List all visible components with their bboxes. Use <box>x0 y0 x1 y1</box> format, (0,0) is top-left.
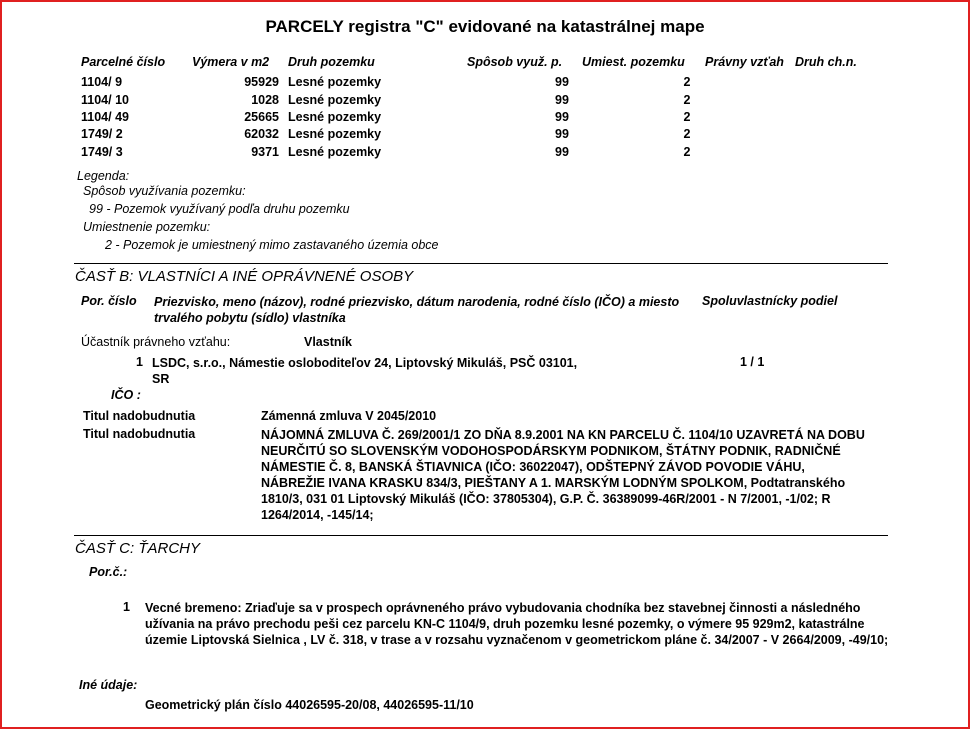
part-c-heading: ČASŤ C: ŤARCHY <box>75 540 201 557</box>
parcel-location: 2 <box>683 75 691 89</box>
parcel-land-type: Lesné pozemky <box>288 145 382 159</box>
parcel-land-type: Lesné pozemky <box>288 75 382 89</box>
part-b-col-share: Spoluvlastnícky podiel <box>702 294 838 308</box>
col-header-usage: Spôsob využ. p. <box>467 55 563 69</box>
legend-location-item: 2 - Pozemok je umiestnený mimo zastavaného územia obce <box>105 238 439 252</box>
title-acquisition-value: NÁJOMNÁ ZMLUVA Č. 269/2001/1 ZO DŇA 8.9.2001 NA KN PARCELU Č. 1104/10 UZAVRETÁ NA DOBU NEURČITÚ SO SLOVENSKÝM VODOHOSPODÁRSKYM PODNIKOM, ŠTÁTNY PODNIK, RADNIČNÉ NÁMESTIE Č. 8, BANSKÁ ŠTIAVNICA (IČO: 36022047), ODŠTEPNÝ ZÁVOD POVODIE VÁHU, NÁBREŽIE IVANA KRASKU 834/3, PIEŠTANY A 1. MARSKÝM LODNÝM SPOLKOM, Podtatranského 1810/3, 031 01 Liptovský Mikuláš (IČO: 37805304), G.P. Č. 36389099-46R/2001 - N 7/2001, -1/02; R 1264/2014, -145/14; <box>261 428 865 522</box>
part-b-col-name: Priezvisko, meno (názov), rodné priezvisko, dátum narodenia, rodné číslo (IČO) a miesto trvalého pobytu (sídlo) vlastníka <box>154 295 680 325</box>
legend-usage-item: 99 - Pozemok využívaný podľa druhu pozemku <box>89 202 350 216</box>
parcel-no: 1749/ 2 <box>81 127 123 141</box>
parcel-no: 1749/ 3 <box>81 145 123 159</box>
parcel-area: 95929 <box>244 75 279 89</box>
col-header-location: Umiest. pozemku <box>582 55 685 69</box>
parcel-usage: 99 <box>555 93 569 107</box>
owner-share: 1 / 1 <box>740 355 765 369</box>
parcel-area: 9371 <box>251 145 279 159</box>
legend-location-title: Umiestnenie pozemku: <box>83 220 211 234</box>
document-page <box>2 2 968 727</box>
parcel-location: 2 <box>683 127 691 141</box>
parcel-area: 25665 <box>244 110 279 124</box>
parcel-no: 1104/ 9 <box>81 75 123 89</box>
other-data-value: Geometrický plán číslo 44026595-20/08, 44026595-11/10 <box>145 698 474 712</box>
encumbrance-text: Vecné bremeno: Zriaďuje sa v prospech oprávneného právo vybudovania chodníka bez stavebnej činnosti a následného užívania na právo prechodu peši cez parcelu KN-C 1104/9, druh pozemku lesné pozemky, o výmere 95 929m2, katastrálne územie Liptovská Sielnica , LV č. 318, v trase a v rozsahu vyznačenom v geometrickom pláne č. 34/2007 - V 2664/2009, -49/10; <box>145 601 889 647</box>
parcel-area: 62032 <box>244 127 279 141</box>
page-title: PARCELY registra "C" evidované na katastrálnej mape <box>265 17 705 36</box>
parcel-no: 1104/ 49 <box>81 110 129 124</box>
section-divider <box>74 263 888 264</box>
parcel-land-type: Lesné pozemky <box>288 93 382 107</box>
parcel-usage: 99 <box>555 127 569 141</box>
part-b-heading: ČASŤ B: VLASTNÍCI A INÉ OPRÁVNENÉ OSOBY <box>75 268 414 285</box>
col-header-legal: Právny vzťah <box>705 55 784 69</box>
col-header-area: Výmera v m2 <box>192 55 270 69</box>
title-acquisition-label: Titul nadobudnutia <box>83 427 196 441</box>
part-c-por-label: Por.č.: <box>89 565 128 579</box>
part-b-col-por: Por. číslo <box>81 294 137 308</box>
col-header-change: Druh ch.n. <box>795 55 857 69</box>
col-header-parcel-no: Parcelné číslo <box>81 55 166 69</box>
parcel-land-type: Lesné pozemky <box>288 127 382 141</box>
col-header-land-type: Druh pozemku <box>288 55 375 69</box>
parcel-usage: 99 <box>555 110 569 124</box>
participant-label: Účastník právneho vzťahu: <box>81 335 231 349</box>
parcel-land-type: Lesné pozemky <box>288 110 382 124</box>
title-acquisition-value: Zámenná zmluva V 2045/2010 <box>261 409 437 423</box>
parcel-usage: 99 <box>555 145 569 159</box>
parcel-location: 2 <box>683 93 691 107</box>
owner-number: 1 <box>136 355 143 369</box>
legend-title: Legenda: <box>77 169 130 183</box>
other-data-label: Iné údaje: <box>79 678 138 692</box>
legend-usage-title: Spôsob využívania pozemku: <box>83 184 246 198</box>
owner-name: LSDC, s.r.o., Námestie osloboditeľov 24, Liptovský Mikuláš, PSČ 03101, SR <box>152 356 578 386</box>
participant-value: Vlastník <box>304 335 352 349</box>
parcel-usage: 99 <box>555 75 569 89</box>
section-divider <box>74 535 888 536</box>
parcel-location: 2 <box>683 145 691 159</box>
title-acquisition-label: Titul nadobudnutia <box>83 409 196 423</box>
ico-label: IČO : <box>111 388 141 402</box>
encumbrance-number: 1 <box>123 600 130 614</box>
parcel-no: 1104/ 10 <box>81 93 129 107</box>
parcel-location: 2 <box>683 110 691 124</box>
parcel-area: 1028 <box>251 93 279 107</box>
